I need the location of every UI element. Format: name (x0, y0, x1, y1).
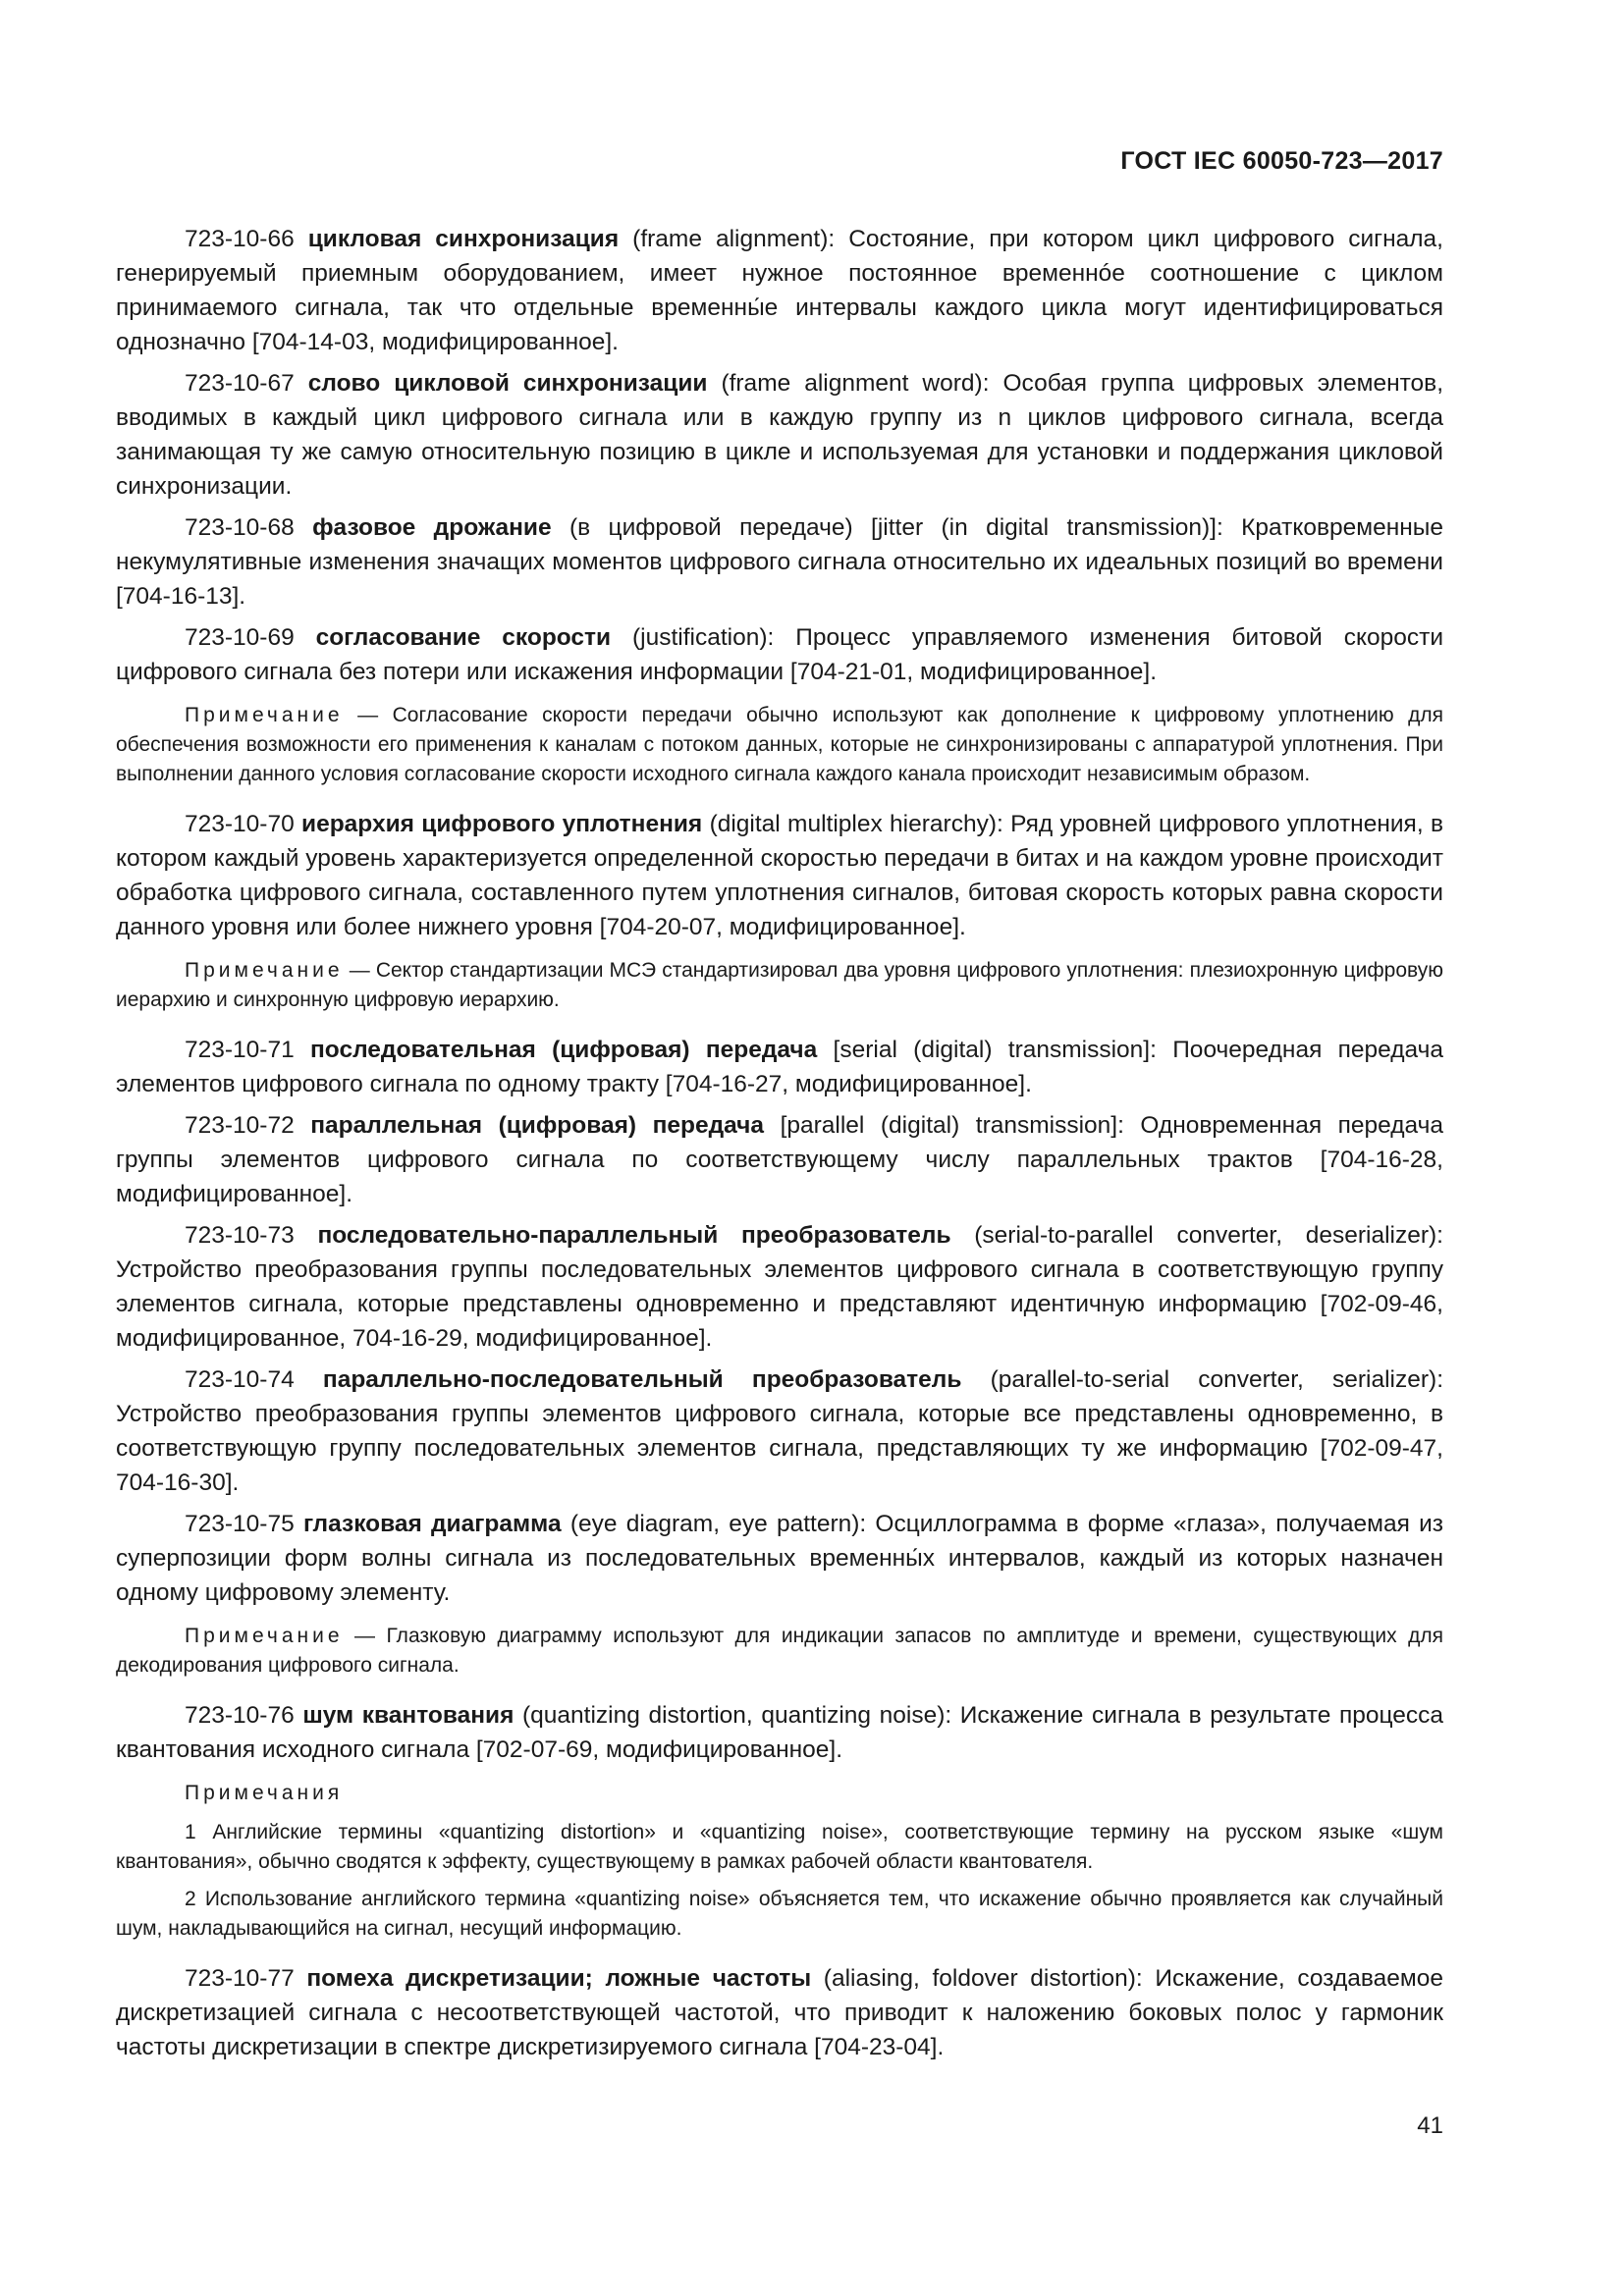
term-entry (116, 510, 1443, 614)
note-text: — Согласование скорости передачи обычно используют как дополнение к цифровому уплотнению для обеспечения возможности его применения к каналам с потоком данных, которые не синхронизированы с аппаратурой уплотнения. При выполнении данного условия согласование скорости исходного сигнала каждого канала происходит независимым образом. (116, 704, 1443, 785)
note-item: 2 Использование английского термина «quantizing noise» объясняется тем, что искажение обычно проявляется как случайный шум, накладывающийся на сигнал, несущий информацию. (116, 1888, 1443, 1940)
entry-term: шум квантования (302, 1702, 514, 1729)
entry-term: помеха дискретизации; ложные частоты (306, 1965, 812, 1992)
entry-definition: (frame alignment word): Особая группа цифровых элементов, вводимых в каждый цикл цифрового сигнала или в каждую группу из n циклов цифрового сигнала, всегда занимающая ту же самую относительную позицию в цикле и используемая для установки и поддержания цикловой синхронизации. (116, 370, 1443, 500)
entry-term: слово цикловой синхронизации (307, 370, 708, 397)
entry-number: 723-10-71 (185, 1037, 295, 1063)
entry-number: 723-10-72 (185, 1112, 295, 1139)
entry-term: последовательная (цифровая) передача (310, 1037, 818, 1063)
entry-definition: [serial (digital) transmission]: Поочередная передача элементов цифрового сигнала по одному тракту [704-16-27, модифицированное]. (116, 1037, 1444, 1097)
note (116, 701, 1443, 789)
note-item: 1 Английские термины «quantizing distortion» и «quantizing noise», соответствующие термину на русском языке «шум квантования», обычно сводятся к эффекту, существующему в рамках рабочей области квантователя. (116, 1821, 1443, 1873)
entry-definition: (в цифровой передаче) [jitter (in digital transmission)]: Кратковременные некумулятивные изменения значащих моментов цифрового сигнала относительно их идеальных позиций во времени [704-16-13]. (116, 514, 1443, 610)
page-content (116, 222, 1443, 2071)
entry-definition: (parallel-to-serial converter, serializer): Устройство преобразования группы элементов цифрового сигнала, которые все представлены одновременно, в соответствующую группу последовательных элементов сигнала, представляющих ту же информацию [702-09-47, 704-16-30]. (116, 1366, 1444, 1496)
notes-title: Примечания (185, 1782, 344, 1804)
entry-definition: (frame alignment): Состояние, при котором цикл цифрового сигнала, генерируемый приемным оборудованием, имеет нужное постоянное временнóе соотношение с циклом принимаемого сигнала, так что отдельные временны́е интервалы каждого цикла могут идентифицироваться однозначно [704-14-03, модифицированное]. (116, 226, 1443, 355)
entry-term: фазовое дрожание (312, 514, 552, 541)
note-text: — Сектор стандартизации МСЭ стандартизировал два уровня цифрового уплотнения: плезиохронную цифровую иерархию и синхронную цифровую иерархию. (116, 959, 1443, 1011)
entry-definition: (serial-to-parallel converter, deserializer): Устройство преобразования группы последовательных элементов цифрового сигнала в соответствующую группу элементов сигнала, которые представлены одновременно и представляют идентичную информацию [702-09-46, модифицированное, 704-16-29, модифицированное]. (116, 1222, 1443, 1352)
page-number: 41 (1417, 2112, 1443, 2139)
note (116, 1622, 1443, 1681)
note-label: Примечание (185, 704, 344, 726)
entry-definition: (quantizing distortion, quantizing noise): Искажение сигнала в результате процесса квантования исходного сигнала [702-07-69, модифицированное]. (116, 1702, 1443, 1763)
entry-term: последовательно-параллельный преобразователь (317, 1222, 951, 1249)
term-entry (116, 1961, 1443, 2064)
entry-term: цикловая синхронизация (307, 226, 620, 252)
entry-term: параллельная (цифровая) передача (310, 1112, 765, 1139)
term-entry (116, 222, 1443, 359)
entry-number: 723-10-66 (185, 226, 295, 252)
entry-number: 723-10-74 (185, 1366, 295, 1393)
note-text: — Глазковую диаграмму используют для индикации запасов по амплитуде и времени, существующих для декодирования цифрового сигнала. (116, 1625, 1443, 1677)
term-entry (116, 1218, 1443, 1356)
entry-term: согласование скорости (315, 624, 612, 651)
term-entry (116, 1507, 1443, 1610)
term-entry (116, 620, 1443, 689)
term-entry (116, 1362, 1443, 1500)
entry-number: 723-10-73 (185, 1222, 295, 1249)
note-label: Примечание (185, 959, 344, 982)
entry-definition: [parallel (digital) transmission]: Одновременная передача группы элементов цифрового сигнала по соответствующему числу параллельных трактов [704-16-28, модифицированное]. (116, 1112, 1443, 1207)
entry-number: 723-10-77 (185, 1965, 295, 1992)
notes-group (116, 1779, 1443, 1944)
term-entry (116, 1108, 1443, 1211)
entry-definition: (eye diagram, eye pattern): Осциллограмма в форме «глаза», получаемая из суперпозиции форм волны сигнала из последовательных временны́х интервалов, каждый из которых назначен одному цифровому элементу. (116, 1511, 1444, 1606)
entry-definition: (digital multiplex hierarchy): Ряд уровней цифрового уплотнения, в котором каждый уровень характеризуется определенной скоростью передачи в битах и на каждом уровне происходит обработка цифрового сигнала, составленного путем уплотнения сигналов, битовая скорость которых равна скорости данного уровня или более нижнего уровня [704-20-07, модифицированное]. (116, 811, 1443, 940)
entry-number: 723-10-67 (185, 370, 295, 397)
term-entry (116, 1033, 1443, 1101)
entry-number: 723-10-70 (185, 811, 295, 837)
term-entry (116, 807, 1443, 944)
term-entry (116, 366, 1443, 504)
document-header: ГОСТ IEC 60050-723—2017 (1120, 147, 1443, 175)
entry-term: глазковая диаграмма (302, 1511, 562, 1537)
term-entry (116, 1698, 1443, 1767)
entry-number: 723-10-76 (185, 1702, 295, 1729)
entry-number: 723-10-68 (185, 514, 295, 541)
entry-term: параллельно-последовательный преобразователь (322, 1366, 962, 1393)
entry-term: иерархия цифрового уплотнения (301, 811, 703, 837)
entry-definition: (justification): Процесс управляемого изменения битовой скорости цифрового сигнала без потери или искажения информации [704-21-01, модифицированное]. (116, 624, 1444, 685)
note-label: Примечание (185, 1625, 344, 1647)
entry-number: 723-10-75 (185, 1511, 295, 1537)
entry-definition: (aliasing, foldover distortion): Искажение, создаваемое дискретизацией сигнала с несоответствующей частотой, что приводит к наложению боковых полос у гармоник частоты дискретизации в спектре дискретизируемого сигнала [704-23-04]. (116, 1965, 1443, 2060)
note (116, 956, 1443, 1015)
entry-number: 723-10-69 (185, 624, 295, 651)
